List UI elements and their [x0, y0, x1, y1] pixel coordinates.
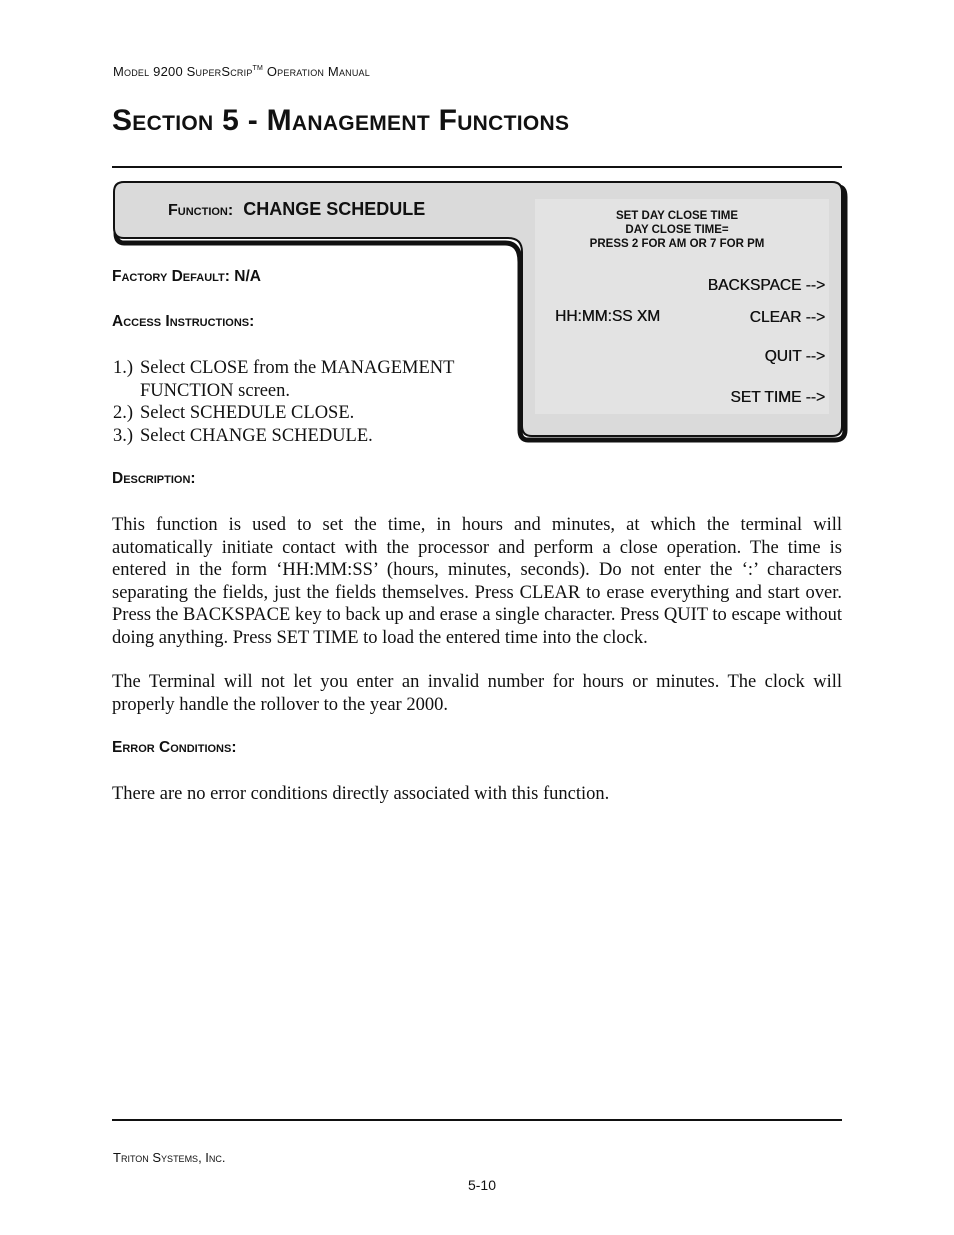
running-title-suffix: Operation Manual — [263, 64, 370, 79]
description-paragraph: The Terminal will not let you enter an invalid number for hours or minutes. The clock will properly handle the rollover to the year 2000. — [112, 672, 842, 715]
prompt-line: PRESS 2 FOR AM OR 7 FOR PM — [589, 238, 765, 250]
function-keyword: Function: — [168, 202, 234, 219]
prompt-line: SET DAY CLOSE TIME — [615, 210, 739, 222]
step-text: Select CHANGE SCHEDULE. — [140, 425, 373, 446]
factory-default-value: N/A — [234, 268, 261, 285]
trademark-mark: TM — [252, 65, 264, 72]
footer-company: Triton Systems, Inc. — [113, 1150, 226, 1165]
description-heading: Description: — [112, 470, 196, 487]
step-number: 2.) — [113, 403, 134, 423]
step-text: Select CLOSE from the MANAGEMENT FUNCTION screen. — [140, 358, 455, 401]
bottom-rule — [112, 1119, 842, 1121]
function-name: CHANGE SCHEDULE — [243, 199, 426, 219]
factory-default-heading — [112, 268, 261, 286]
error-conditions-text: There are no error conditions directly associated with this function. — [112, 784, 610, 804]
list-item — [113, 357, 480, 402]
list-item — [113, 402, 480, 425]
clear-key[interactable]: CLEAR --> — [749, 309, 825, 326]
page-number: 5-10 — [467, 1177, 497, 1193]
quit-key[interactable]: QUIT --> — [764, 348, 825, 365]
step-text: Select SCHEDULE CLOSE. — [140, 403, 355, 423]
function-label — [168, 199, 425, 220]
access-instructions-heading: Access Instructions: — [112, 313, 255, 330]
error-conditions-heading: Error Conditions: — [112, 739, 237, 756]
set-time-key[interactable]: SET TIME --> — [730, 389, 825, 406]
time-format-field: HH:MM:SS XM — [555, 308, 661, 325]
running-title-prefix: Model 9200 SuperScrip — [113, 64, 253, 79]
step-number: 3.) — [113, 425, 134, 446]
factory-default-label: Factory Default: — [112, 268, 230, 285]
terminal-screen — [535, 199, 829, 414]
section-title: Section 5 - Management Functions — [112, 104, 570, 137]
backspace-key[interactable]: BACKSPACE --> — [707, 277, 825, 294]
list-item — [113, 425, 480, 448]
screen-prompt — [535, 209, 819, 251]
prompt-line: DAY CLOSE TIME= — [625, 224, 729, 236]
description-paragraph: This function is used to set the time, in hours and minutes, at which the terminal will automatically initiate contact with the processor and perform a close operation. The time is entered in the form ‘HH:MM:SS’ (hours, minutes, seconds). Do not enter the ‘:’ characters separating the fields, just the fields themselves. Press CLEAR to erase everything and start over. Press the BACKSPACE key to back up and erase a single character. Press QUIT to escape without doing anything. Press SET TIME to load the entered time into the clock. — [112, 515, 842, 648]
step-number: 1.) — [113, 358, 134, 378]
access-steps-list — [113, 357, 480, 447]
